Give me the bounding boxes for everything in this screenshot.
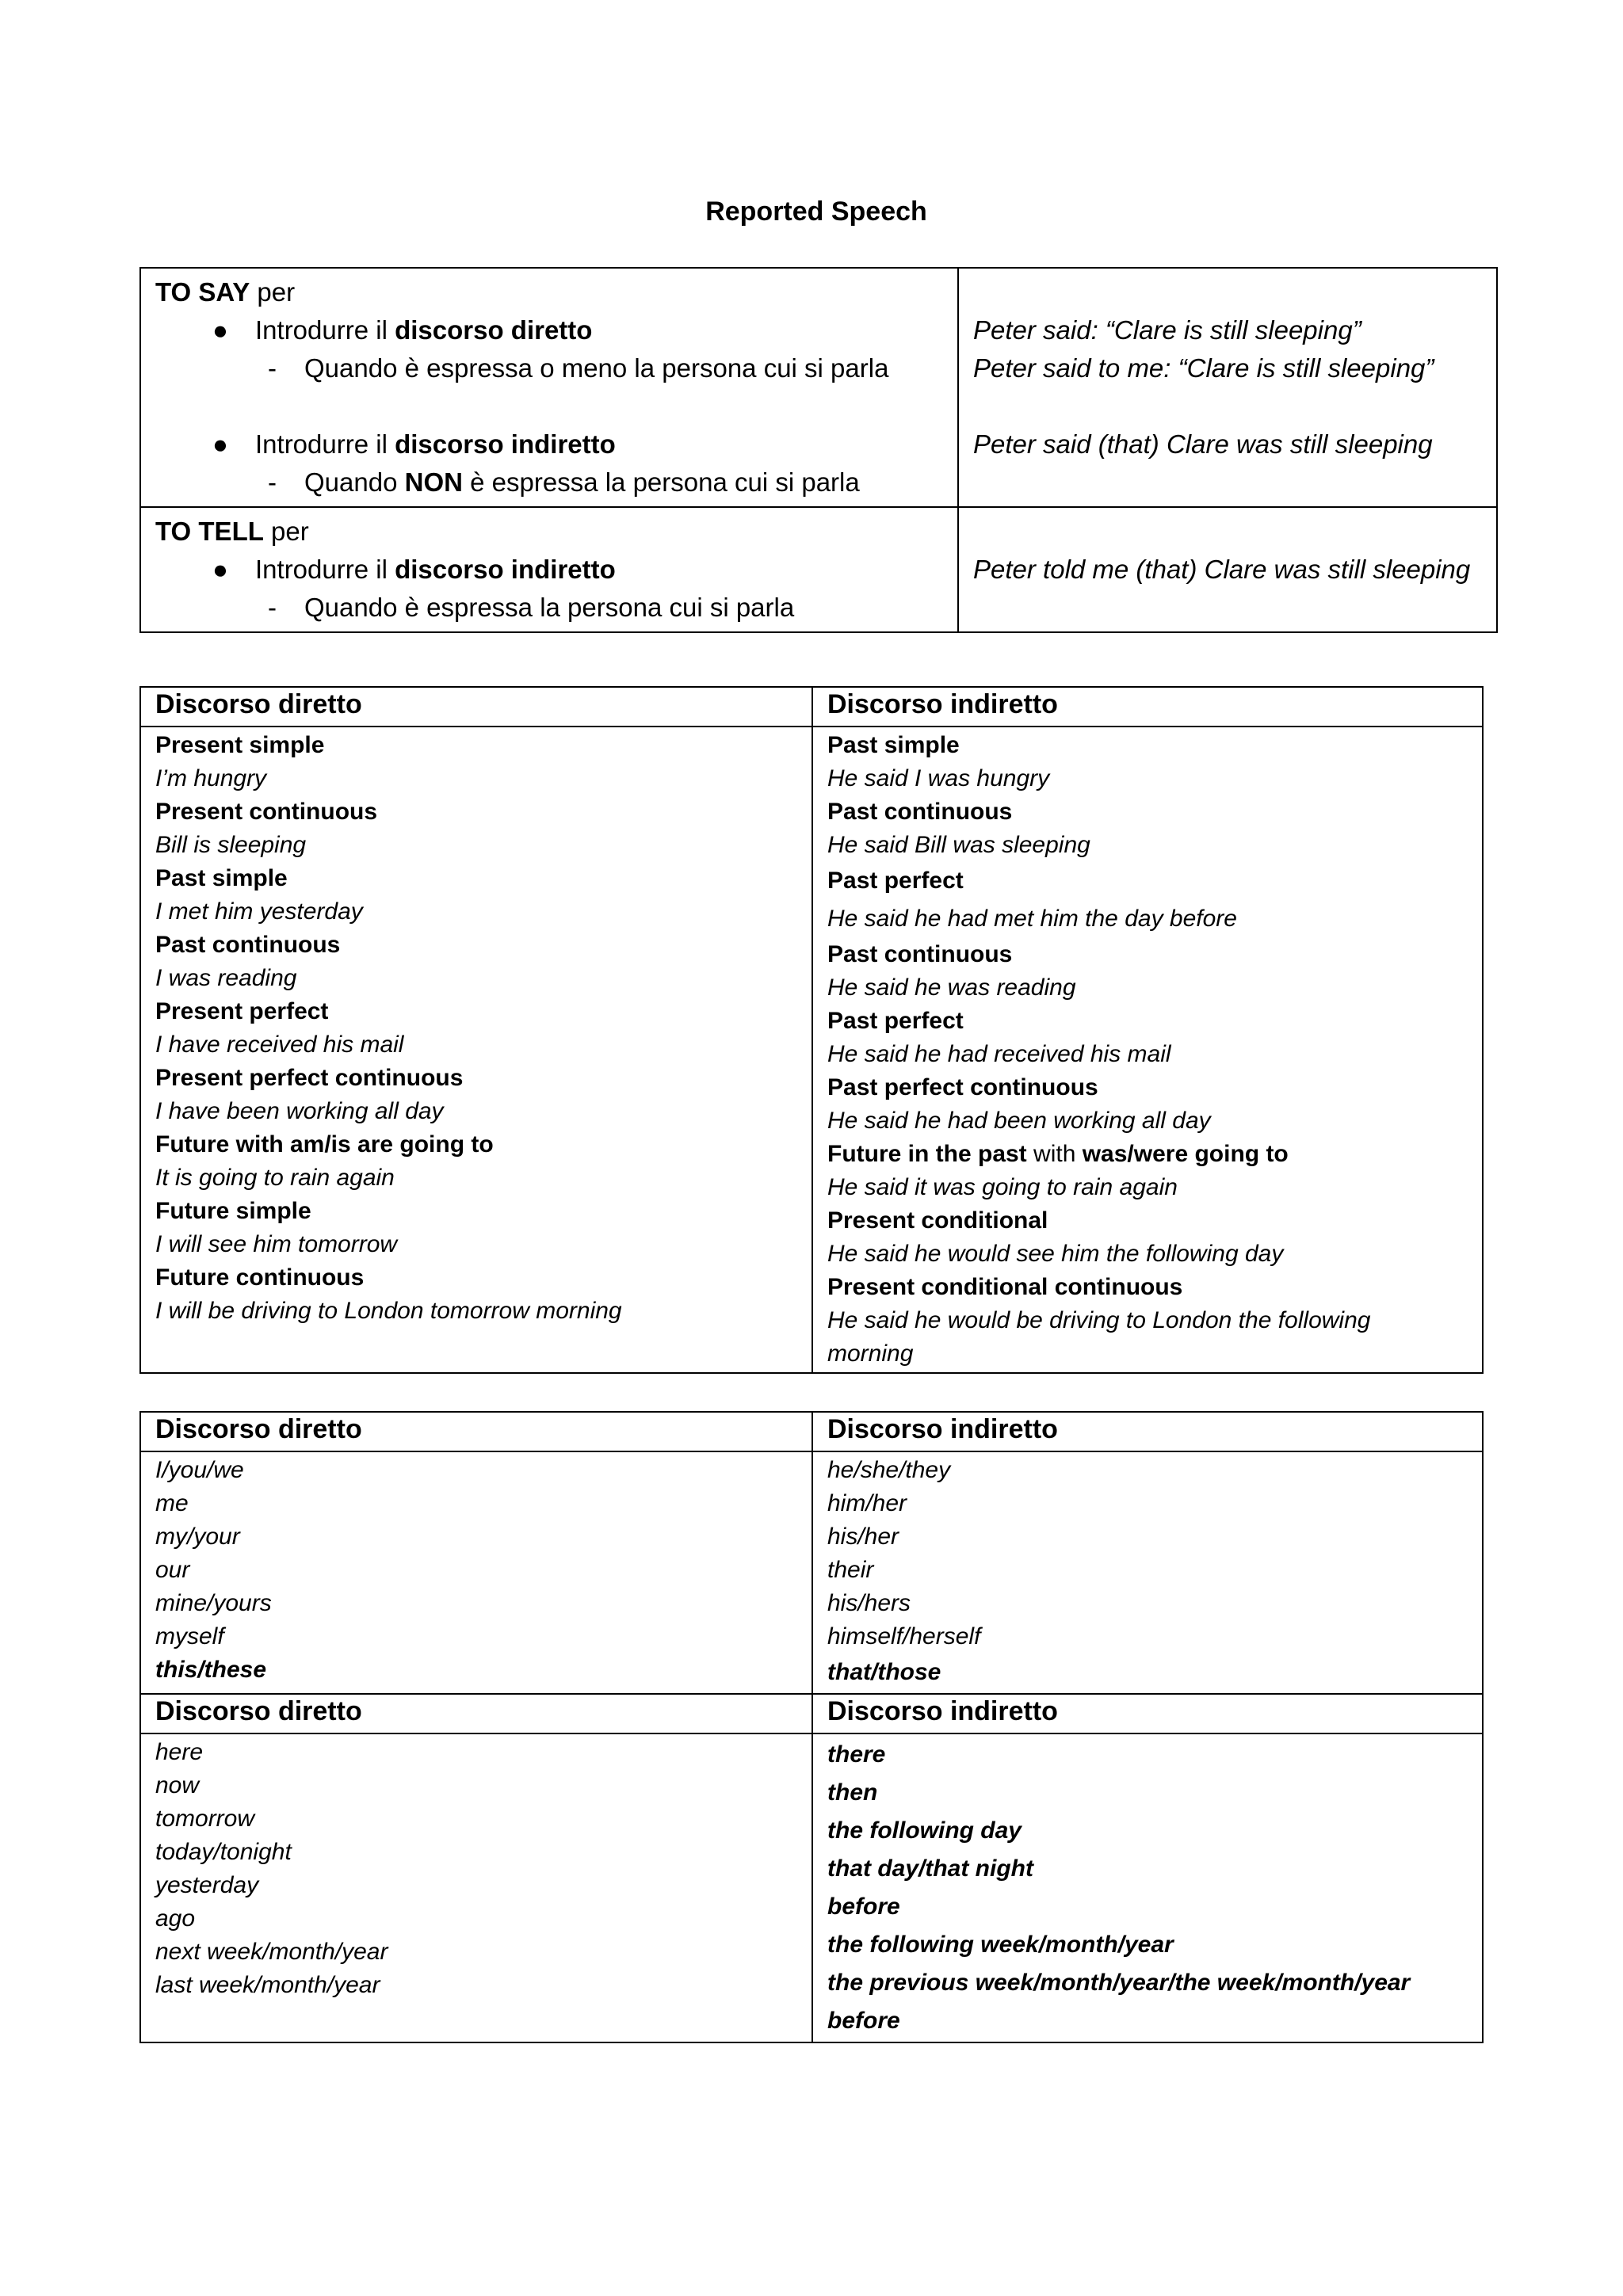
example-tell: Peter told me (that) Clare was still sleeping — [973, 555, 1471, 584]
direct-time-place: here now tomorrow today/tonight yesterday ago next week/month/year last week/month/year — [140, 1733, 812, 2042]
direct-pronouns: I/you/we me my/your our mine/yours myself this/these — [140, 1451, 812, 1694]
say-tell-table — [139, 267, 1498, 633]
column-header-direct: Discorso diretto — [140, 1694, 812, 1733]
indirect-pronouns: he/she/they him/her his/her their his/hers himself/herself that/those — [812, 1451, 1483, 1694]
to-tell-heading: TO TELL — [155, 517, 264, 546]
to-tell-examples — [958, 507, 1497, 632]
column-header-direct: Discorso diretto — [140, 687, 812, 727]
page-title: Reported Speech — [705, 196, 927, 227]
column-header-indirect: Discorso indiretto — [812, 1694, 1483, 1733]
bullet-icon: ● — [212, 555, 228, 584]
example-direct-to: Peter said to me: “Clare is still sleeping” — [973, 353, 1434, 383]
column-header-direct: Discorso diretto — [140, 1412, 812, 1451]
indirect-tenses: Past simple He said I was hungry Past continuous He said Bill was sleeping Past perfect He said he had met him the day before Past continuous He said he was reading Past perfect He said he had received his mail Past perfect continuous He said he had been working all day Future in the past with was/were going to He said it was going to rain again Present conditional He said he would see him the following day Present conditional continuous He said he would be driving to London the following morning — [812, 727, 1483, 1373]
example-indirect: Peter said (that) Clare was still sleeping — [973, 429, 1433, 459]
to-say-rules: TO SAY per ● Introdurre il discorso diretto - Quando è espressa o meno la persona cui si parla ● Introdurre il discorso indiretto - Quando NON è espressa la persona cui si parla — [140, 268, 958, 507]
pronouns-table — [139, 1411, 1484, 2043]
column-header-indirect: Discorso indiretto — [812, 1412, 1483, 1451]
direct-tenses: Present simple I’m hungry Present continuous Bill is sleeping Past simple I met him yesterday Past continuous I was reading Present perfect I have received his mail Present perfect continuous I have been working all day Future with am/is are going to It is going to rain again Future simple I will see him tomorrow Future continuous I will be driving to London tomorrow morning — [140, 727, 812, 1373]
example-direct: Peter said: “Clare is still sleeping” — [973, 315, 1361, 345]
to-say-row — [140, 268, 1497, 507]
dash-icon: - — [268, 593, 277, 622]
dash-icon: - — [268, 353, 277, 383]
column-header-indirect: Discorso indiretto — [812, 687, 1483, 727]
dash-icon: - — [268, 467, 277, 497]
to-say-examples — [958, 268, 1497, 507]
bullet-icon: ● — [212, 429, 228, 459]
bullet-icon: ● — [212, 315, 228, 345]
to-tell-row — [140, 507, 1497, 632]
to-say-heading: TO SAY — [155, 277, 250, 307]
tenses-table — [139, 686, 1484, 1374]
indirect-time-place: there then the following day that day/that night before the following week/month/year the previous week/month/year/the week/month/year before — [812, 1733, 1483, 2042]
to-tell-rules: TO TELL per ● Introdurre il discorso indiretto - Quando è espressa la persona cui si parla — [140, 507, 958, 632]
